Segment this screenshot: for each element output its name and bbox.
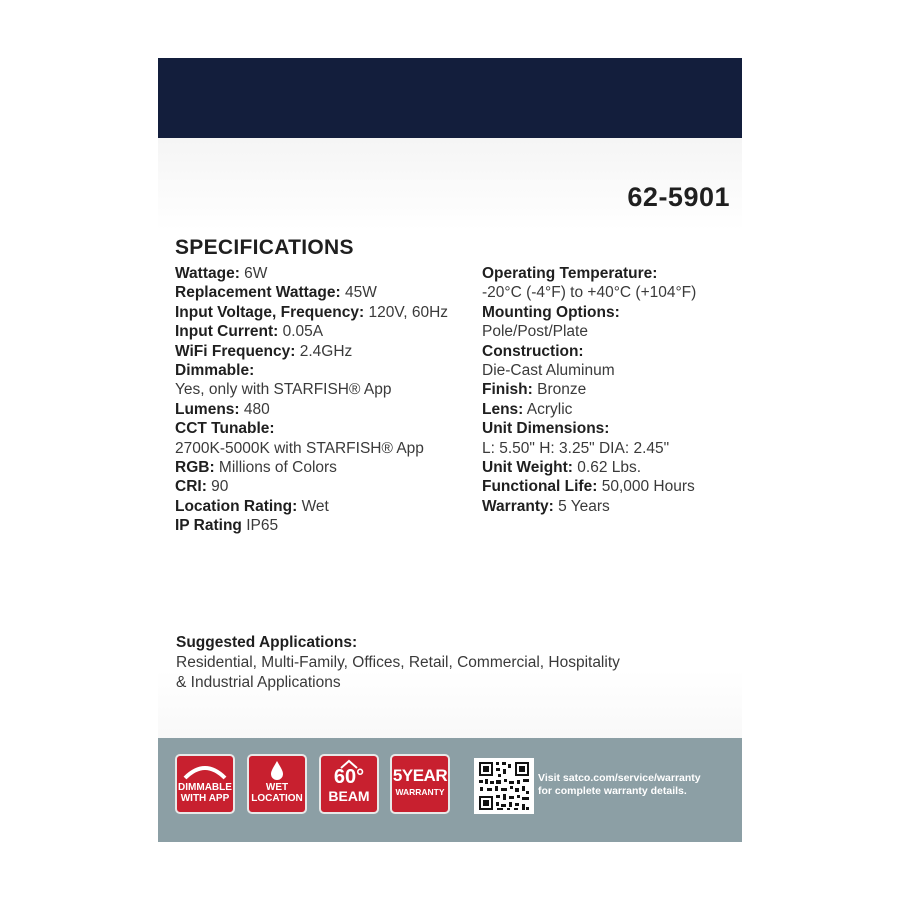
- water-drop-icon: [249, 756, 305, 782]
- spec-row: [482, 361, 738, 380]
- spec-row: [482, 342, 738, 361]
- spec-row: [175, 264, 487, 283]
- spec-label: Replacement Wattage:: [175, 284, 341, 302]
- footer-band: [158, 738, 742, 842]
- spec-label: Finish:: [482, 381, 533, 399]
- beam-angle-badge: [319, 754, 379, 814]
- spec-label: Unit Dimensions:: [482, 420, 610, 438]
- spec-value: 6W: [239, 265, 268, 282]
- specs-right-column: [482, 264, 738, 516]
- warranty-note-line: for complete warranty details.: [538, 785, 687, 797]
- spec-label: Mounting Options:: [482, 303, 620, 321]
- beam-angle-value: 60°: [333, 766, 365, 788]
- spec-label: Construction:: [482, 342, 584, 360]
- warranty-note-line: Visit satco.com/service/warranty: [538, 772, 701, 784]
- spec-row: [482, 400, 738, 419]
- spec-value: IP65: [241, 517, 279, 535]
- spec-row: [482, 497, 738, 516]
- spec-value: 50,000 Hours: [597, 478, 695, 496]
- spec-row: [175, 322, 487, 341]
- beam-angle-icon: [321, 756, 377, 766]
- spec-row: [482, 458, 738, 477]
- dimmer-arc-icon: [177, 756, 233, 782]
- spec-row: [175, 361, 487, 380]
- specifications-heading: SPECIFICATIONS: [175, 236, 354, 259]
- spec-value: 480: [239, 400, 270, 418]
- spec-label: Warranty:: [482, 497, 554, 515]
- spec-value: Acrylic: [523, 400, 573, 418]
- spec-value: 45W: [340, 284, 377, 302]
- spec-value: 5 Years: [553, 497, 610, 515]
- spec-value: Bronze: [532, 381, 587, 399]
- badge-line: WET: [265, 782, 289, 793]
- dimmable-badge: [175, 754, 235, 814]
- spec-value: Die-Cast Aluminum: [482, 362, 615, 380]
- badge-line: WITH APP: [180, 793, 230, 804]
- spec-label: Wattage:: [175, 265, 240, 282]
- product-sku: 62-5901: [627, 182, 730, 212]
- spec-label: Lumens:: [175, 400, 240, 418]
- spec-row: [482, 380, 738, 399]
- spec-label: IP Rating: [175, 517, 242, 535]
- spec-row: [175, 283, 487, 302]
- qr-code[interactable]: [474, 758, 534, 814]
- spec-label: CCT Tunable:: [175, 420, 275, 438]
- warranty-note: [538, 772, 738, 798]
- spec-value: 90: [206, 478, 229, 496]
- spec-value: -20°C (-4°F) to +40°C (+104°F): [482, 284, 697, 302]
- spec-value: Yes, only with STARFISH® App: [175, 381, 392, 399]
- header-band: [158, 58, 742, 138]
- spec-label: CRI:: [175, 478, 207, 496]
- suggested-applications-line: Residential, Multi-Family, Offices, Retail, Commercial, Hospitality: [176, 654, 620, 671]
- spec-label: RGB:: [175, 459, 215, 477]
- spec-value: 120V, 60Hz: [364, 303, 449, 321]
- spec-label: Operating Temperature:: [482, 265, 658, 282]
- spec-row: [482, 439, 738, 458]
- spec-row: [175, 419, 487, 438]
- spec-value: 0.05A: [278, 323, 324, 341]
- spec-row: [482, 322, 738, 341]
- spec-row: [482, 419, 738, 438]
- spec-label: Lens:: [482, 400, 524, 418]
- spec-row: [175, 439, 487, 458]
- spec-label: Functional Life:: [482, 478, 598, 496]
- spec-row: [175, 342, 487, 361]
- spec-row: [482, 283, 738, 302]
- suggested-applications-line: & Industrial Applications: [176, 674, 341, 691]
- spec-row: [175, 303, 487, 322]
- spec-row: [175, 400, 487, 419]
- spec-value: Pole/Post/Plate: [482, 323, 588, 341]
- badge-line: LOCATION: [251, 793, 303, 804]
- spec-label: Input Voltage, Frequency:: [175, 303, 365, 321]
- specs-left-column: [175, 264, 487, 536]
- spec-sheet-card: [158, 58, 742, 842]
- spec-row: [175, 477, 487, 496]
- spec-value: Millions of Colors: [214, 459, 337, 477]
- spec-value: L: 5.50" H: 3.25" DIA: 2.45": [482, 439, 670, 457]
- warranty-badge: [390, 754, 450, 814]
- spec-row: [175, 516, 487, 535]
- spec-row: [482, 303, 738, 322]
- beam-label: BEAM: [328, 788, 370, 804]
- suggested-applications-label: Suggested Applications:: [176, 634, 358, 651]
- spec-row: [482, 264, 738, 283]
- spec-value: 2.4GHz: [295, 342, 353, 360]
- spec-value: Wet: [297, 497, 329, 515]
- spec-label: Input Current:: [175, 323, 279, 341]
- spec-value: 2700K-5000K with STARFISH® App: [175, 439, 424, 457]
- warranty-years: 5YEAR: [392, 766, 448, 785]
- wet-location-badge: [247, 754, 307, 814]
- spec-row: [482, 477, 738, 496]
- suggested-applications: [176, 633, 736, 693]
- warranty-label: WARRANTY: [395, 787, 445, 797]
- spec-label: Dimmable:: [175, 362, 255, 380]
- spec-row: [175, 458, 487, 477]
- spec-row: [175, 380, 487, 399]
- spec-label: WiFi Frequency:: [175, 342, 296, 360]
- badge-line: DIMMABLE: [178, 782, 232, 793]
- spec-label: Unit Weight:: [482, 459, 573, 477]
- spec-value: 0.62 Lbs.: [572, 459, 642, 477]
- spec-row: [175, 497, 487, 516]
- spec-label: Location Rating:: [175, 497, 298, 515]
